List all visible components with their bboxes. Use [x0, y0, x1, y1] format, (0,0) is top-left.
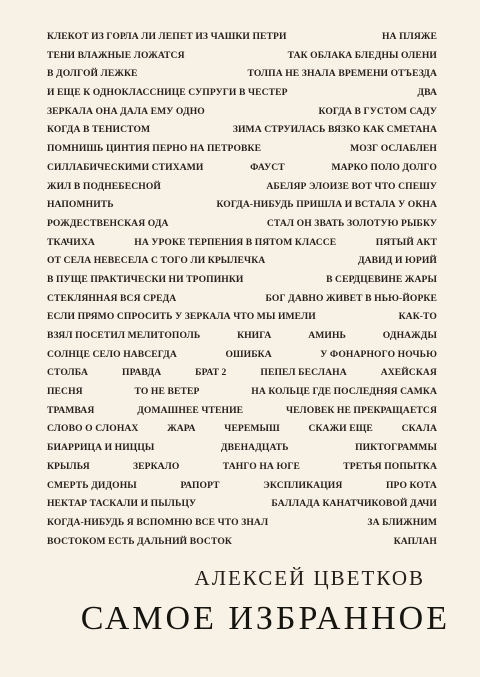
- poem-title: ПРО КОТА: [386, 479, 437, 491]
- contents-line: [47, 533, 437, 552]
- contents-line: [47, 439, 437, 458]
- poem-title: ТАНГО НА ЮГЕ: [222, 460, 301, 472]
- poem-title: СОЛНЦЕ СЕЛО НАВСЕГДА: [47, 348, 177, 360]
- poem-title: ВЗЯЛ ПОСЕТИЛ МЕЛИТОПОЛЬ: [47, 330, 201, 341]
- poem-title: ПЕСНЯ: [47, 386, 83, 398]
- poem-title: ТАК ОБЛАКА БЛЕДНЫ ОЛЕНИ: [287, 49, 437, 61]
- poem-title: ТЕНИ ВЛАЖНЫЕ ЛОЖАТСЯ: [47, 49, 185, 61]
- contents-line: [47, 252, 437, 271]
- poem-title: И ЕЩЕ К ОДНОКЛАССНИЦЕ СУПРУГИ В ЧЕСТЕР: [47, 87, 288, 99]
- poem-title: ДОМАШНЕЕ ЧТЕНИЕ: [137, 404, 244, 416]
- contents-title-list: [47, 28, 437, 551]
- contents-line: [47, 28, 437, 47]
- poem-title: КРЫЛЬЯ: [47, 460, 90, 472]
- poem-title: СКАЖИ ЕЩЕ: [308, 423, 373, 435]
- contents-line: [47, 47, 437, 66]
- contents-line: [47, 383, 437, 402]
- poem-title: ЗЕРКАЛА ОНА ДАЛА ЕМУ ОДНО: [47, 105, 205, 117]
- poem-title: КОГДА-НИБУДЬ ПРИШЛА И ВСТАЛА У ОКНА: [216, 199, 437, 211]
- contents-line: [47, 84, 437, 103]
- poem-title: В ПУЩЕ ПРАКТИЧЕСКИ НИ ТРОПИНКИ: [47, 273, 244, 285]
- contents-line: [47, 514, 437, 533]
- poem-title: ТКАЧИХА: [47, 236, 95, 248]
- poem-title: ДАВИД И ЮРИЙ: [357, 255, 437, 267]
- contents-line: [47, 420, 437, 439]
- contents-line: [47, 159, 437, 178]
- contents-line: [47, 140, 437, 159]
- poem-title: КОГДА-НИБУДЬ Я ВСПОМНЮ ВСЕ ЧТО ЗНАЛ: [47, 516, 269, 528]
- poem-title: ЧЕРЕМЫШ: [224, 423, 280, 435]
- poem-title: АМИНЬ: [308, 330, 346, 341]
- poem-title: ЧЕЛОВЕК НЕ ПРЕКРАЩАЕТСЯ: [286, 404, 437, 416]
- contents-line: [47, 290, 437, 309]
- contents-line: [47, 234, 437, 253]
- poem-title: НЕКТАР ТАСКАЛИ И ПЫЛЬЦУ: [47, 498, 197, 510]
- poem-title: КАПЛАН: [393, 535, 437, 547]
- poem-title: У ФОНАРНОГО НОЧЬЮ: [320, 348, 437, 360]
- contents-line: [47, 271, 437, 290]
- poem-title: В ДОЛГОЙ ЛЕЖКЕ: [47, 68, 138, 80]
- poem-title: ПОМНИШЬ ЦИНТИЯ ПЕРНО НА ПЕТРОВКЕ: [47, 143, 262, 155]
- poem-title: СТАЛ ОН ЗВАТЬ ЗОЛОТУЮ РЫБКУ: [266, 217, 437, 229]
- poem-title: МОЗГ ОСЛАБЛЕН: [350, 143, 437, 155]
- poem-title: ОШИБКА: [225, 348, 272, 360]
- poem-title: ЗЕРКАЛО: [132, 460, 180, 472]
- poem-title: ЖАРА: [167, 423, 196, 435]
- contents-line: [47, 65, 437, 84]
- poem-title: ДВА: [417, 87, 437, 99]
- poem-title: ПРАВДА: [122, 367, 162, 379]
- poem-title: СКАЛА: [401, 423, 437, 435]
- contents-line: [47, 196, 437, 215]
- poem-title: ФАУСТ: [250, 161, 285, 173]
- poem-title: БИАРРИЦА И НИЦЦЫ: [47, 442, 155, 454]
- contents-line: [47, 477, 437, 496]
- poem-title: В СЕРДЦЕВИНЕ ЖАРЫ: [326, 273, 437, 285]
- poem-title: АХЕЙСКАЯ: [380, 367, 437, 379]
- poem-title: СМЕРТЬ ДИДОНЫ: [47, 479, 137, 491]
- poem-title: КЛЕКОТ ИЗ ГОРЛА ЛИ ЛЕПЕТ ИЗ ЧАШКИ ПЕТРИ: [47, 31, 287, 42]
- poem-title: ТО НЕ ВЕТЕР: [134, 386, 200, 398]
- contents-line: [47, 364, 437, 383]
- contents-line: [47, 495, 437, 514]
- poem-title: БОГ ДАВНО ЖИВЕТ В НЬЮ-ЙОРКЕ: [265, 292, 437, 304]
- poem-title: ДВЕНАДЦАТЬ: [220, 442, 289, 454]
- poem-title: ПЕПЕЛ БЕСЛАНА: [260, 367, 347, 379]
- poem-title: КНИГА: [237, 330, 272, 341]
- contents-line: [47, 458, 437, 477]
- poem-title: ЗА БЛИЖНИМ: [367, 516, 437, 528]
- poem-title: ВОСТОКОМ ЕСТЬ ДАЛЬНИЙ ВОСТОК: [47, 535, 232, 547]
- poem-title: КАК-ТО: [398, 311, 437, 323]
- poem-title: ПЯТЫЙ АКТ: [375, 236, 437, 248]
- poem-title: РАПОРТ: [180, 479, 220, 491]
- contents-line: [47, 402, 437, 421]
- poem-title: СЛОВО О СЛОНАХ: [47, 423, 139, 435]
- poem-title: НА ПЛЯЖЕ: [381, 31, 437, 42]
- poem-title: ТРАМВАЯ: [47, 404, 95, 416]
- contents-line: [47, 346, 437, 365]
- poem-title: ОТ СЕЛА НЕВЕСЕЛА С ТОГО ЛИ КРЫЛЕЧКА: [47, 255, 266, 267]
- poem-title: НАПОМНИТЬ: [47, 199, 114, 211]
- poem-title: ЖИЛ В ПОДНЕБЕСНОЙ: [47, 180, 161, 192]
- contents-line: [47, 308, 437, 327]
- contents-line: [47, 327, 437, 346]
- poem-title: НА КОЛЬЦЕ ГДЕ ПОСЛЕДНЯЯ САМКА: [251, 386, 437, 398]
- poem-title: СИЛЛАБИЧЕСКИМИ СТИХАМИ: [47, 161, 204, 173]
- contents-line: [47, 103, 437, 122]
- poem-title: КОГДА В ГУСТОМ САДУ: [318, 105, 437, 117]
- poem-title: БРАТ 2: [195, 367, 227, 379]
- poem-title: КОГДА В ТЕНИСТОМ: [47, 124, 151, 136]
- author-name: АЛЕКСЕЙ ЦВЕТКОВ: [194, 566, 425, 590]
- poem-title: БАЛЛАДА КАНАТЧИКОВОЙ ДАЧИ: [271, 498, 437, 510]
- contents-line: [47, 215, 437, 234]
- poem-title: ЭКСПЛИКАЦИЯ: [263, 479, 343, 491]
- poem-title: ЗИМА СТРУИЛАСЬ ВЯЗКО КАК СМЕТАНА: [232, 124, 437, 136]
- poem-title: СТОЛБА: [47, 367, 89, 379]
- contents-line: [47, 121, 437, 140]
- poem-title: ПИКТОГРАММЫ: [355, 442, 437, 454]
- contents-line: [47, 178, 437, 197]
- poem-title: АБЕЛЯР ЭЛОИЗЕ ВОТ ЧТО СПЕШУ: [266, 180, 437, 192]
- poem-title: ОДНАЖДЫ: [382, 330, 437, 341]
- poem-title: ТРЕТЬЯ ПОПЫТКА: [343, 460, 437, 472]
- poem-title: СТЕКЛЯННАЯ ВСЯ СРЕДА: [47, 292, 177, 304]
- poem-title: НА УРОКЕ ТЕРПЕНИЯ В ПЯТОМ КЛАССЕ: [134, 236, 337, 248]
- poem-title: РОЖДЕСТВЕНСКАЯ ОДА: [47, 217, 169, 229]
- poem-title: ЕСЛИ ПРЯМО СПРОСИТЬ У ЗЕРКАЛА ЧТО МЫ ИМЕЛИ: [47, 311, 316, 323]
- book-title: САМОЕ ИЗБРАННОЕ: [80, 600, 450, 637]
- poem-title: МАРКО ПОЛО ДОЛГО: [331, 161, 437, 173]
- poem-title: ТОЛПА НЕ ЗНАЛА ВРЕМЕНИ ОТЪЕЗДА: [247, 68, 437, 80]
